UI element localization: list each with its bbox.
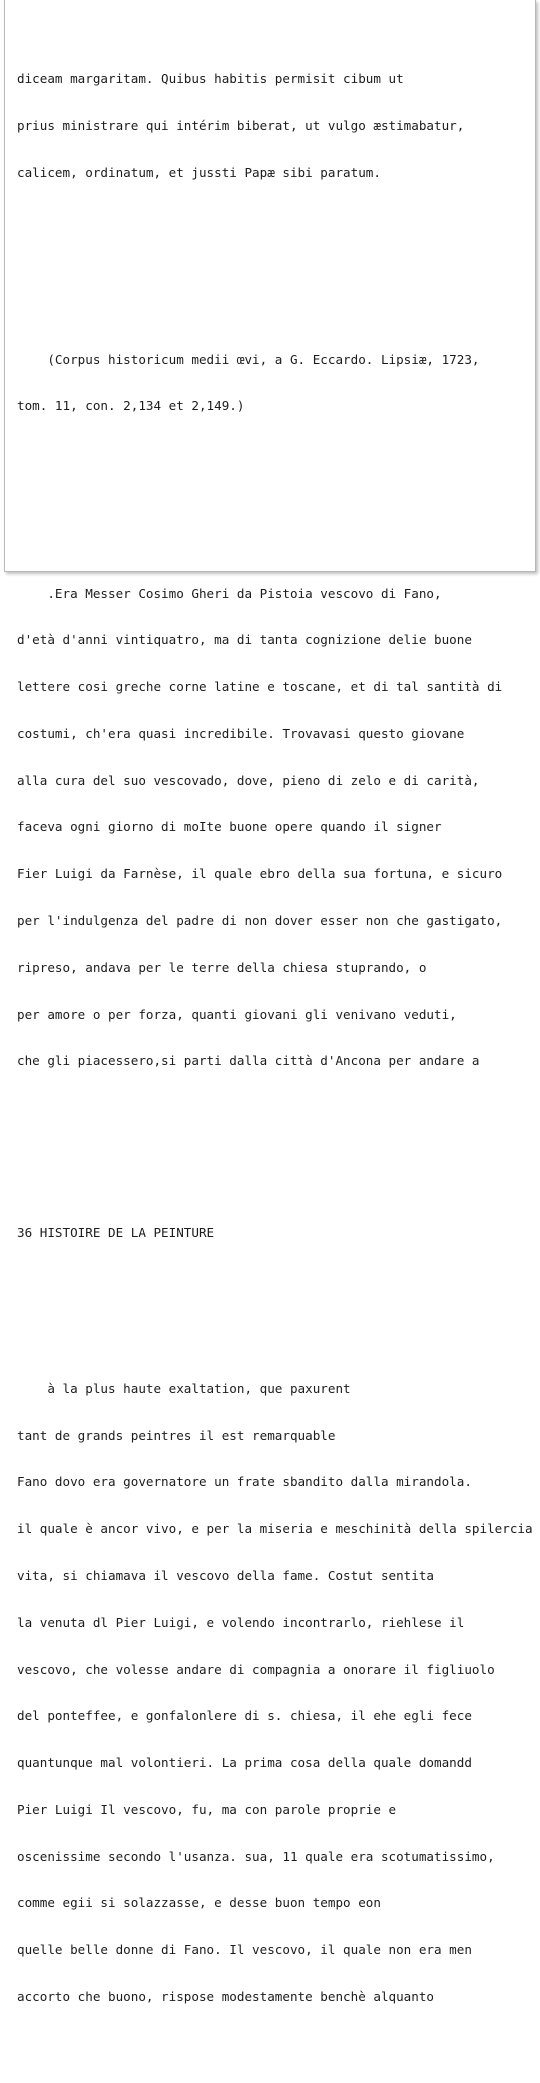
- text-line: vita, si chiamava il vescovo della fame. Costut sentita: [17, 1567, 435, 1583]
- text-line: per amore o per forza, quanti giovani gli venivano veduti,: [17, 1006, 457, 1022]
- latin-paragraph: [17, 40, 529, 212]
- text-line: diceam margaritam. Quibus habitis permisit cibum ut: [17, 70, 404, 86]
- text-line: Pier Luigi Il vescovo, fu, ma con parole proprie e: [17, 1801, 397, 1817]
- document-page: [17, 0, 533, 2083]
- text-line: comme egii si solazzasse, e desse buon tempo eon: [17, 1895, 381, 1911]
- text-line: per l'indulgenza del padre di non dover esser non che gastigato,: [17, 913, 503, 929]
- text-line: faceva ogni giorno di moIte buone opere quando il signer: [17, 819, 442, 835]
- italian-paragraph: [17, 554, 529, 1100]
- text-line: d'età d'anni vintiquatro, ma di tanta cognizione delie buone: [17, 632, 472, 648]
- text-line: tom. 11, con. 2,134 et 2,149.): [17, 398, 245, 414]
- text-line: accorto che buono, rispose modestamente benchè alquanto: [17, 1989, 435, 2004]
- text-line: quantunque mal volontieri. La prima cosa della quale domandd: [17, 1755, 472, 1771]
- text-line: che gli piacessero,si parti dalla città d'Ancona per andare a: [17, 1053, 480, 1069]
- mixed-paragraph: [17, 1350, 533, 2036]
- text-line: il quale è ancor vivo, e per la miseria e meschinità della spilercia: [17, 1521, 533, 1537]
- text-line: Fier Luigi da Farnèse, il quale ebro della sua fortuna, e sicuro: [17, 866, 503, 882]
- text-line: calicem, ordinatum, et jussti Papæ sibi paratum.: [17, 164, 381, 180]
- text-line: tant de grands peintres il est remarquable: [17, 1427, 336, 1443]
- text-line: quelle belle donne di Fano. Il vescovo, il quale non era men: [17, 1942, 472, 1958]
- text-line: prius ministrare qui intérim biberat, ut vulgo æstimabatur,: [17, 117, 465, 133]
- page-heading: 36 HISTOIRE DE LA PEINTURE: [17, 1224, 215, 1240]
- text-line: oscenissime secondo l'usanza. sua, 11 quale era scotumatissimo,: [17, 1848, 495, 1864]
- text-line: (Corpus historicum medii œvi, a G. Eccardo. Lipsiæ, 1723,: [17, 351, 480, 367]
- text-line: del ponteffee, e gonfalonlere di s. chiesa, il ehe egli fece: [17, 1708, 472, 1724]
- citation-paragraph: [17, 320, 529, 445]
- text-line: vescovo, che volesse andare di compagnia a onorare il figliuolo: [17, 1661, 495, 1677]
- text-line: la venuta dl Pier Luigi, e volendo incontrarlo, riehlese il: [17, 1614, 465, 1630]
- text-line: Fano dovo era governatore un frate sbandito dalla mirandola.: [17, 1474, 472, 1490]
- text-line: à la plus haute exaltation, que paxurent: [17, 1380, 351, 1396]
- text-line: lettere cosi greche corne latine e toscane, et di tal santità di: [17, 679, 503, 695]
- text-line: costumi, ch'era quasi incredibile. Trovavasi questo giovane: [17, 725, 465, 741]
- text-line: alla cura del suo vescovado, dove, pieno di zelo e di carità,: [17, 772, 480, 788]
- text-line: ripreso, andava per le terre della chiesa stuprando, o: [17, 959, 427, 975]
- document-frame: [4, 0, 536, 2004]
- text-line: .Era Messer Cosimo Gheri da Pistoia vescovo di Fano,: [17, 585, 442, 601]
